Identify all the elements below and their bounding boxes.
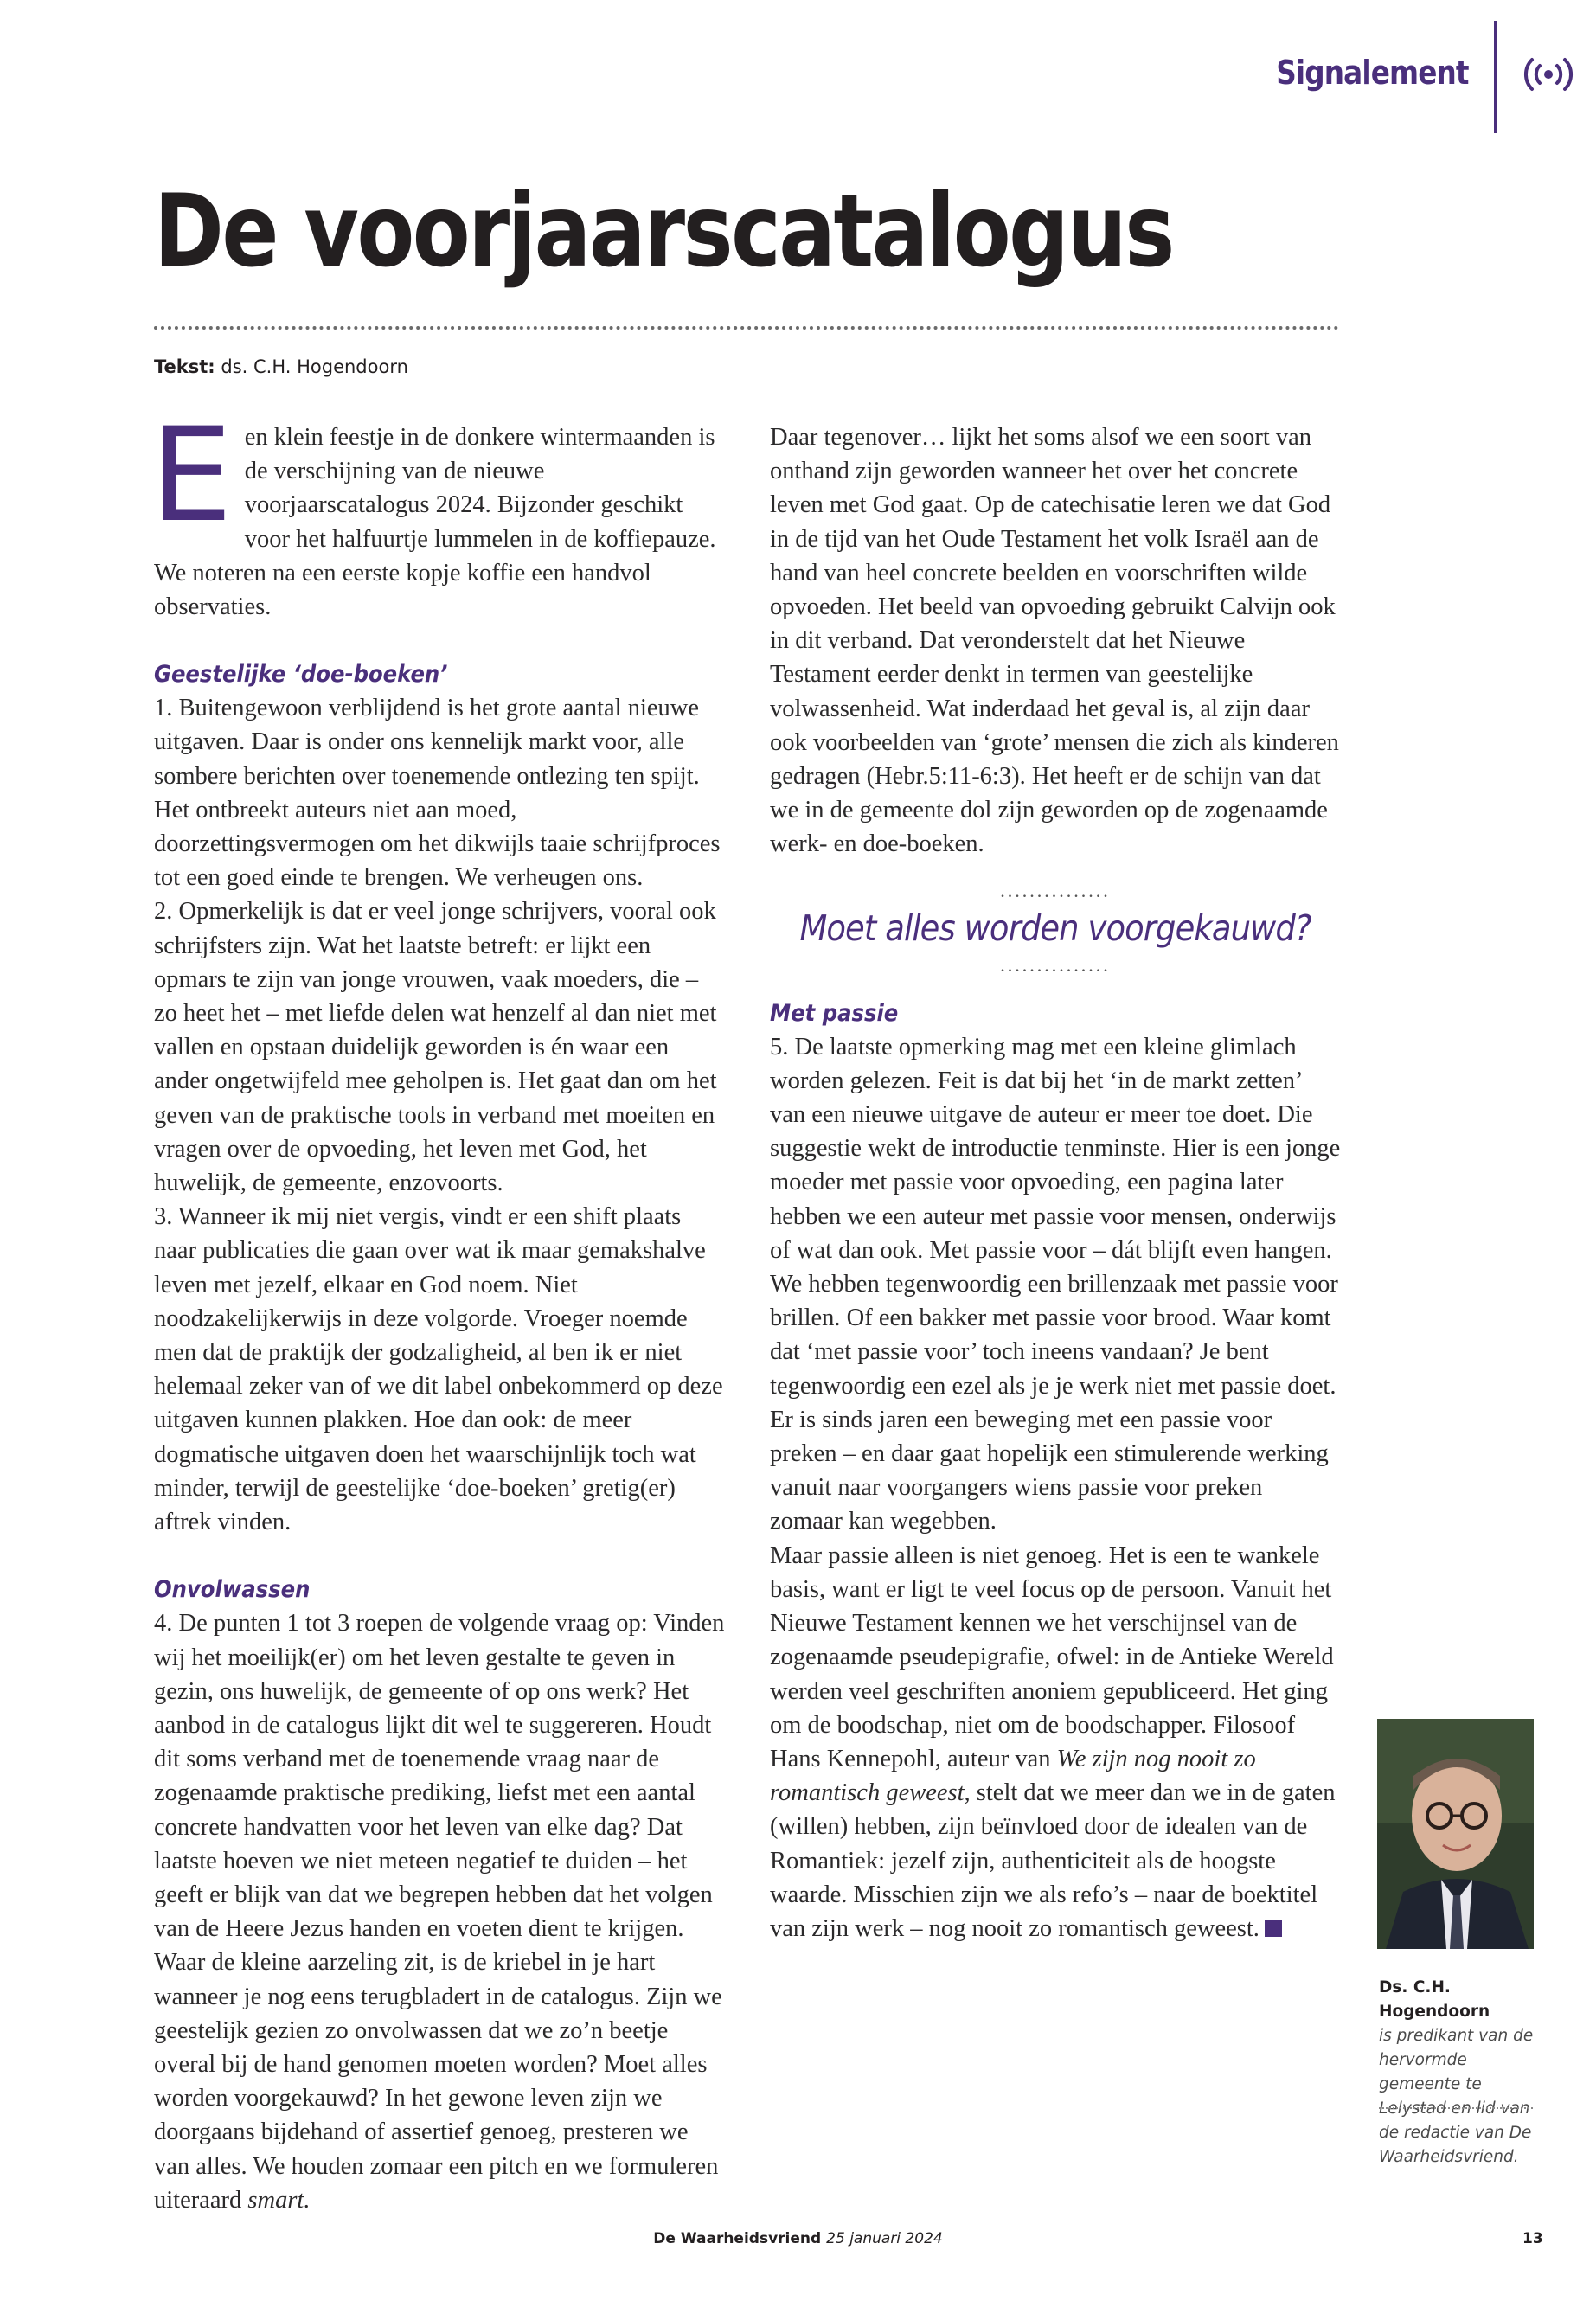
paragraph-4: 4. De punten 1 tot 3 roepen de volgende vraag op: Vinden wij het moeilijk(er) om het leven gestalte te geven in gezin, ons huwelijk, de gemeente of op ons werk? Het aanbod in de catalogus lijkt dit wel te suggereren. Houdt dit soms verband met de toenemende vraag naar de zogenaamde praktische prediking, liefst met een aantal concrete handvatten voor het leven van elke dag? Dat laatste hoeven we niet meteen negatief te duiden – het geeft er blijk van dat we begrepen hebben dat het volgen van de Heere Jezus handen en voeten dient te krijgen. <box>154 1610 725 1943</box>
article-column-left <box>151 401 725 2217</box>
paragraph-2: 2. Opmerkelijk is dat er veel jonge schrijvers, vooral ook schrijfsters zijn. Wat het laatste betreft: er lijkt een opmars te zijn van jonge vrouwen, vaak moeders, die – zo heet het – met liefde delen wat henzelf al dan niet met vallen en opstaan duidelijk geworden is én waar een ander ongetwijfeld mee geholpen is. Het gaat dan om het geven van de praktische tools in verband met moeiten en vragen over de opvoeding, het leven met God, het huwelijk, de gemeente, enzovoorts. <box>154 898 717 1197</box>
section-divider <box>1494 21 1497 133</box>
paragraph-1: 1. Buitengewoon verblijdend is het grote aantal nieuwe uitgaven. Daar is onder ons kennelijk markt voor, alle sombere berichten over toenemende ontlezing ten spijt. Het ontbreekt auteurs niet aan moed, doorzettingsvermogen om het dikwijls taaie schrijfproces tot een goed einde te brengen. We verheugen ons. <box>154 695 721 892</box>
pullquote-text: Moet alles worden voorgekauwd? <box>799 907 1311 949</box>
page-number: 13 <box>1522 2230 1543 2247</box>
page-footer <box>0 2230 1596 2247</box>
pullquote <box>770 881 1341 976</box>
article-title: De voorjaarscatalogus <box>154 173 1173 290</box>
paragraph-6: Daar tegenover… lijkt het soms alsof we een soort van onthand zijn geworden wanneer het over het concrete leven met God gaat. Op de catechisatie leren we dat God in de tijd van het Oude Testament het volk Israël aan de hand van heel concrete beelden en voorschriften wilde opvoeden. Het beeld van opvoeding gebruikt Calvijn ook in dit verband. Dat veronderstelt dat het Nieuwe Testament eerder denkt in termen van geestelijke volwassenheid. Wat inderdaad het geval is, al zijn daar ook voorbeelden van ‘grote’ mensen die zich als kinderen gedragen (Hebr.5:11-6:3). Het heeft er de schijn van dat we in de gemeente dol zijn geworden op de zogenaamde werk- en doe-boeken. <box>770 424 1339 858</box>
publication-name: De Waarheidsvriend <box>653 2230 822 2247</box>
section-label: Signalement <box>1276 54 1469 92</box>
paragraph-3: 3. Wanneer ik mij niet vergis, vindt er een shift plaats naar publicaties die gaan over wat ik maar gemakshalve leven met jezelf, elkaar en God noem. Niet noodzakelijkerwijs in deze volgorde. Vroeger noemde men dat de praktijk der godzaligheid, al ben ik er niet helemaal zeker van of we dit label onbekommerd op deze uitgaven kunnen plakken. Hoe dan ook: de meer dogmatische uitgaven doen het waarschijnlijk toch wat minder, terwijl de geestelijke ‘doe-boeken’ gretig(er) aftrek vinden. <box>154 1203 723 1536</box>
drop-cap: E <box>151 401 233 551</box>
paragraph-5 <box>154 1945 725 2217</box>
caption-divider <box>1379 2107 1533 2109</box>
title-divider <box>154 326 1339 330</box>
byline-label: Tekst: <box>154 356 215 377</box>
byline <box>154 356 408 377</box>
intro-paragraph <box>151 401 725 624</box>
intro-text: en klein feestje in de donkere wintermaanden is de verschijning van de nieuwe voorjaarscatalogus 2024. Bijzonder geschikt voor het halfuurtje lummelen in de koffiepauze. We noteren na een eerste kopje koffie een handvol observaties. <box>154 424 716 621</box>
paragraph-7: 5. De laatste opmerking mag met een kleine glimlach worden gelezen. Feit is dat bij het ‘in de markt zetten’ van een nieuwe uitgave de auteur er meer toe doet. Die suggestie wekt de introductie tenminste. Hier is een jonge moeder met passie voor opvoeding, een pagina later hebben we een auteur met passie voor mensen, onderwijs of wat dan ook. Met passie voor – dát blijft even hangen. <box>770 1033 1341 1264</box>
subhead-doe-boeken: Geestelijke ‘doe-boeken’ <box>154 661 448 689</box>
author-bio: is predikant van de hervormde gemeente te Lelystad en lid van de redactie van De Waarheidsvriend. <box>1379 2027 1534 2166</box>
paragraph-9-text-a: Maar passie alleen is niet genoeg. Het is een te wankele basis, want er ligt te veel focus op de persoon. Vanuit het Nieuwe Testament kennen we het verschijnsel van de zogenaamde pseudepigrafie, ofwel: in de Antieke Wereld werden veel geschriften anoniem gepubliceerd. Het ging om de boodschap, niet om de boodschapper. Filosoof Hans Kennepohl, auteur van <box>770 1541 1334 1772</box>
paragraph-9-emphasis: We zijn nog nooit zo romantisch geweest, <box>770 1745 1256 1807</box>
paragraph-9 <box>770 1539 1341 1945</box>
paragraph-5-text: Waar de kleine aarzeling zit, is de kriebel in je hart wanneer je nog eens terugbladert in de catalogus. Zijn we geestelijk gezien zo onvolwassen dat we zo’n beetje overal bij de hand genomen moeten worden? Moet alles worden voorgekauwd? In het gewone leven zijn we doorgaans bijdehand of assertief genoeg, presteren we van alles. We houden zomaar een pitch en we formuleren uiteraard <box>154 1949 722 2214</box>
paragraph-9-text-b: stelt dat we meer dan we in de gaten (willen) hebben, zijn beïnvloed door de idealen van de Romantiek: jezelf zijn, authenticiteit als de hoogste waarde. Misschien zijn we als refo’s – naar de boektitel van zijn werk – nog nooit zo romantisch geweest. <box>770 1779 1336 1942</box>
paragraph-5-emphasis: smart. <box>247 2186 311 2214</box>
subhead-met-passie: Met passie <box>770 999 899 1027</box>
pullquote-dots-top: ............... <box>1000 879 1111 901</box>
publication-date: 25 januari 2024 <box>826 2230 943 2247</box>
byline-author: ds. C.H. Hogendoorn <box>221 356 408 377</box>
pullquote-dots-bottom: ............... <box>1000 953 1111 976</box>
paragraph-8: We hebben tegenwoordig een brillenzaak met passie voor brillen. Of een bakker met passie voor brood. Waar komt dat ‘met passie voor’ toch ineens vandaan? Je bent tegenwoordig een ezel als je je werk niet met passie doet. Er is sinds jaren een beweging met een passie voor preken – en daar gaat hopelijk een stimulerende werking vanuit naar voorgangers wiens passie voor preken zomaar kan wegebben. <box>770 1271 1338 1535</box>
broadcast-icon <box>1522 55 1574 93</box>
subhead-onvolwassen: Onvolwassen <box>154 1576 311 1604</box>
author-caption <box>1379 1976 1552 2170</box>
article-column-right <box>770 420 1341 1945</box>
author-name: Ds. C.H. Hogendoorn <box>1379 1978 1490 2021</box>
end-square-icon <box>1265 1920 1282 1937</box>
author-portrait <box>1377 1719 1534 1949</box>
